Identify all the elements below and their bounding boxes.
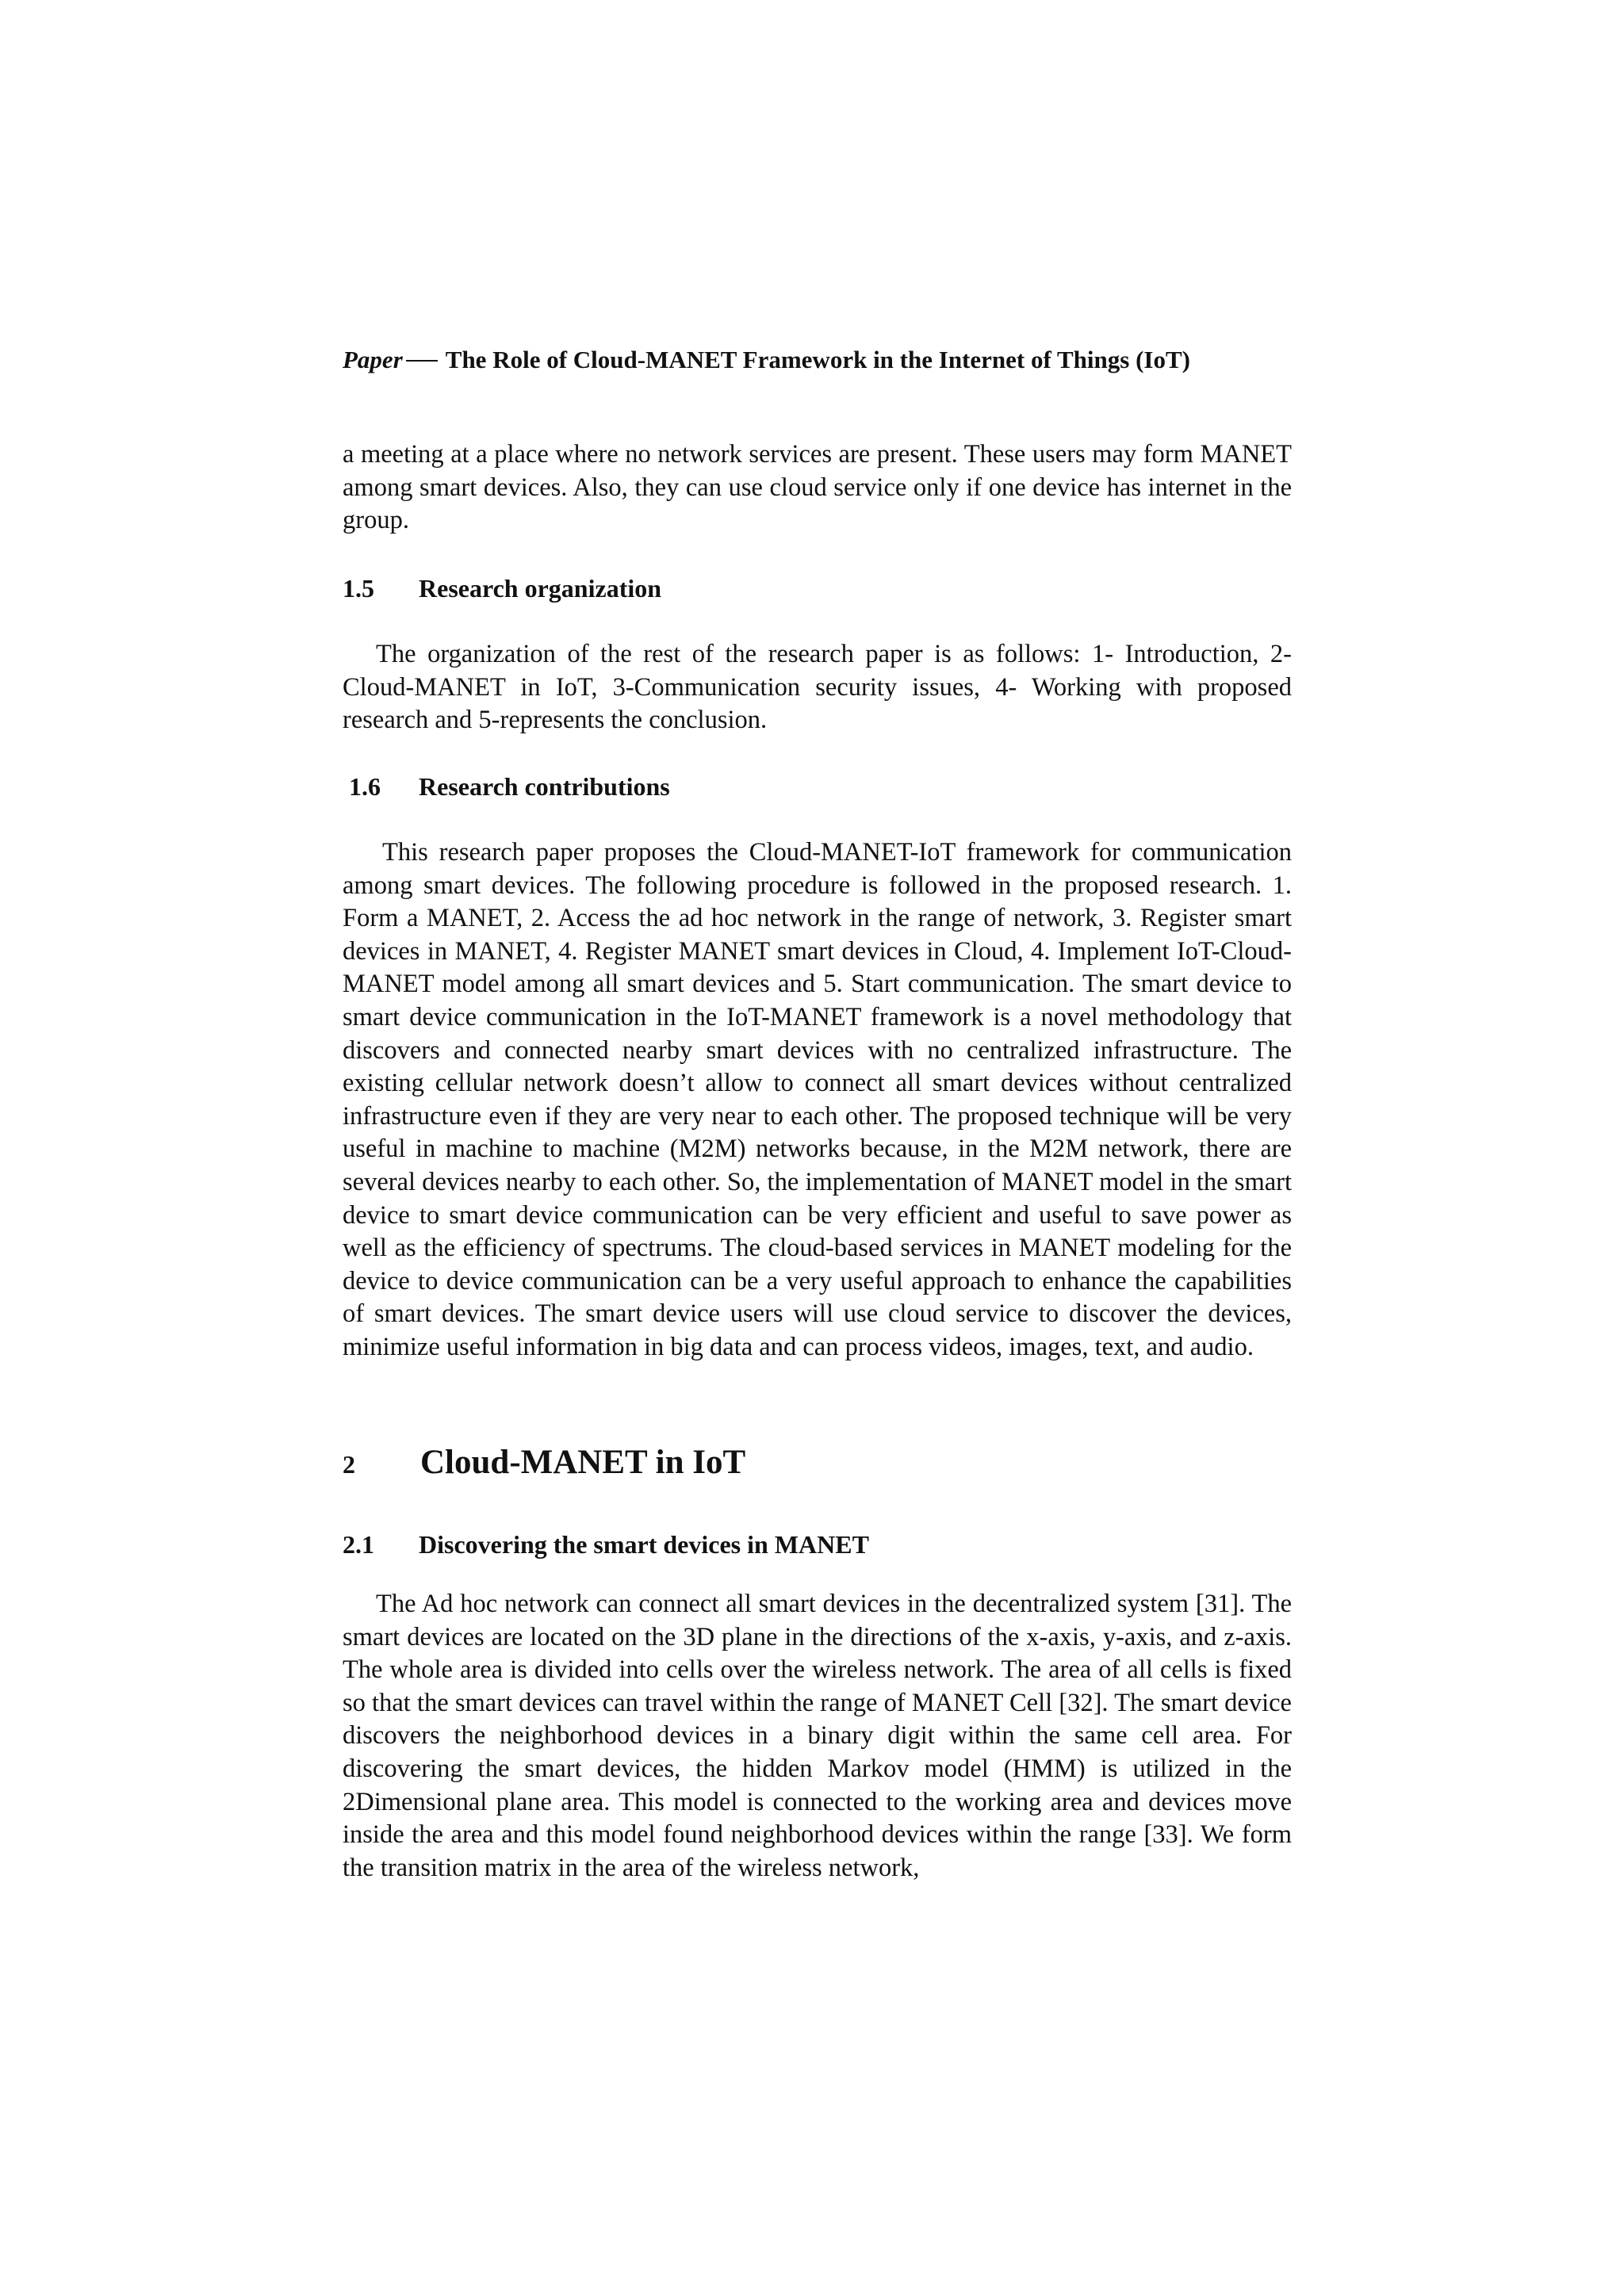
section-1-5-paragraph: The organization of the rest of the research paper is as follows: 1- Introduction, 2-Cloud-MANET in IoT, 3-Communication security issues, 4- Working with proposed research and 5-represents the conclusion. [343,640,1292,735]
heading-2-1-number: 2.1 [343,1530,374,1559]
heading-1-6 [349,772,670,802]
section-1-6-body-block [343,836,1292,1364]
running-header [343,346,1190,374]
section-2-1-paragraph: The Ad hoc network can connect all smart devices in the decentralized system [31]. The smart devices are located on the 3D plane in the directions of the x-axis, y-axis, and z-axis. The whole area is divided into cells over the wireless network. The area of all cells is fixed so that the smart devices can travel within the range of MANET Cell [32]. The smart device discovers the neighborhood devices in a binary digit within the same cell area. For discovering the smart devices, the hidden Markov model (HMM) is utilized in the 2Dimensional plane area. This model is connected to the working area and devices move inside the area and this model found neighborhood devices within the range [33]. We form the transition matrix in the area of the wireless network, [343,1590,1292,1882]
section-2-1-body-block [343,1588,1292,1885]
heading-1-5-number: 1.5 [343,574,374,603]
section-1-5-body-block [343,638,1292,737]
heading-2-number: 2 [343,1450,355,1479]
heading-2-1 [343,1530,869,1559]
header-dash [406,360,438,362]
section-1-6-paragraph: This research paper proposes the Cloud-MANET-IoT framework for communication among smart devices. The following procedure is followed in the proposed research. 1. Form a MANET, 2. Access the ad hoc network in the range of network, 3. Register smart devices in MANET, 4. Register MANET smart devices in Cloud, 4. Implement IoT-Cloud-MANET model among all smart devices and 5. Start communication. The smart device to smart device communication in the IoT-MANET framework is a novel methodology that discovers and connected nearby smart devices with no centralized infrastructure. The existing cellular network doesn’t allow to connect all smart devices without centralized infrastructure even if they are very near to each other. The proposed technique will be very useful in machine to machine (M2M) networks because, in the M2M network, there are several devices nearby to each other. So, the implementation of MANET model in the smart device to smart device communication can be very efficient and useful to save power as well as the efficiency of spectrums. The cloud-based services in MANET modeling for the device to device communication can be a very useful approach to enhance the capabilities of smart devices. The smart device users will use cloud service to discover the devices, minimize useful information in big data and can process videos, images, text, and audio. [343,838,1292,1361]
paper-label: Paper [343,346,403,373]
intro-paragraph: a meeting at a place where no network services are present. These users may form MANET among smart devices. Also, they can use cloud service only if one device has internet in the group. [343,440,1292,535]
heading-1-6-title: Research contributions [419,772,670,801]
heading-2 [343,1443,745,1482]
heading-1-5 [343,574,661,603]
heading-1-6-number: 1.6 [349,772,381,801]
heading-1-5-title: Research organization [419,574,662,603]
heading-2-1-title: Discovering the smart devices in MANET [419,1530,869,1559]
running-title: The Role of Cloud-MANET Framework in the Internet of Things (IoT) [445,346,1190,373]
intro-paragraph-block [343,438,1292,538]
heading-2-title: Cloud-MANET in IoT [420,1444,746,1481]
